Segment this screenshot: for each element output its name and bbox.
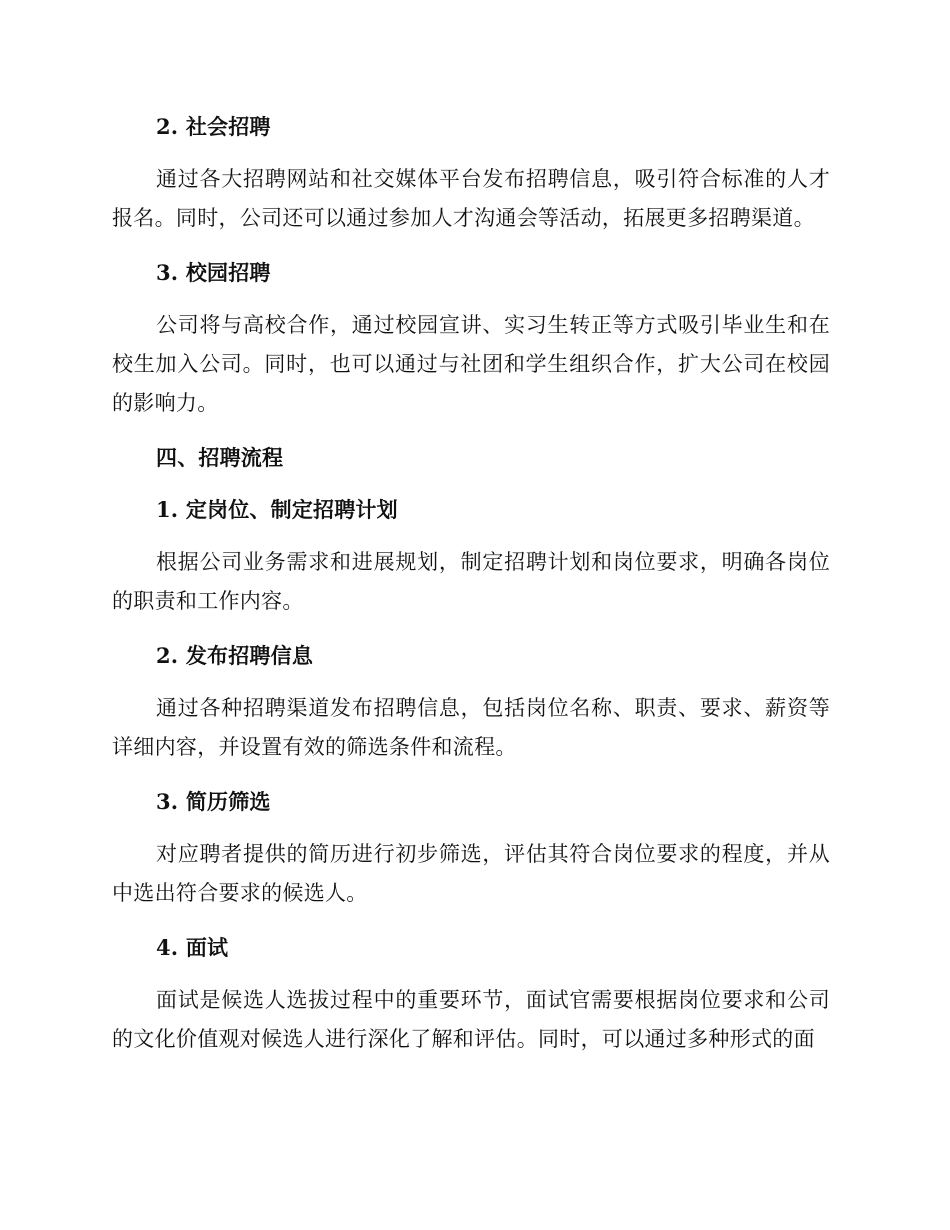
paragraph-resume-screening: 对应聘者提供的简历进行初步筛选，评估其符合岗位要求的程度，并从中选出符合要求的候选人。 [112, 842, 830, 905]
paragraph-define-positions: 根据公司业务需求和进展规划，制定招聘计划和岗位要求，明确各岗位的职责和工作内容。 [112, 550, 830, 613]
paragraph-campus-recruitment: 公司将与高校合作，通过校园宣讲、实习生转正等方式吸引毕业生和在校生加入公司。同时，也可以通过与社团和学生组织合作，扩大公司在校园的影响力。 [112, 313, 830, 415]
paragraph-interview: 面试是候选人选拔过程中的重要环节，面试官需要根据岗位要求和公司的文化价值观对候选人进行深化了解和评估。同时，可以通过多种形式的面 [112, 988, 830, 1051]
paragraph-social-recruitment: 通过各大招聘网站和社交媒体平台发布招聘信息，吸引符合标准的人才报名。同时，公司还可以通过参加人才沟通会等活动，拓展更多招聘渠道。 [112, 167, 830, 230]
section-heading-interview: 4. 面试 [156, 935, 229, 960]
section-heading-publish-info: 2. 发布招聘信息 [156, 643, 314, 668]
section-heading-resume-screening: 3. 简历筛选 [156, 789, 271, 814]
section-heading-define-positions: 1. 定岗位、制定招聘计划 [156, 497, 398, 522]
section-heading-social-recruitment: 2. 社会招聘 [156, 114, 271, 139]
chapter-heading-recruitment-process: 四、招聘流程 [156, 445, 284, 470]
document-body [112, 108, 830, 1059]
section-heading-campus-recruitment: 3. 校园招聘 [156, 260, 271, 285]
paragraph-publish-info: 通过各种招聘渠道发布招聘信息，包括岗位名称、职责、要求、薪资等详细内容，并设置有效的筛选条件和流程。 [112, 696, 830, 759]
